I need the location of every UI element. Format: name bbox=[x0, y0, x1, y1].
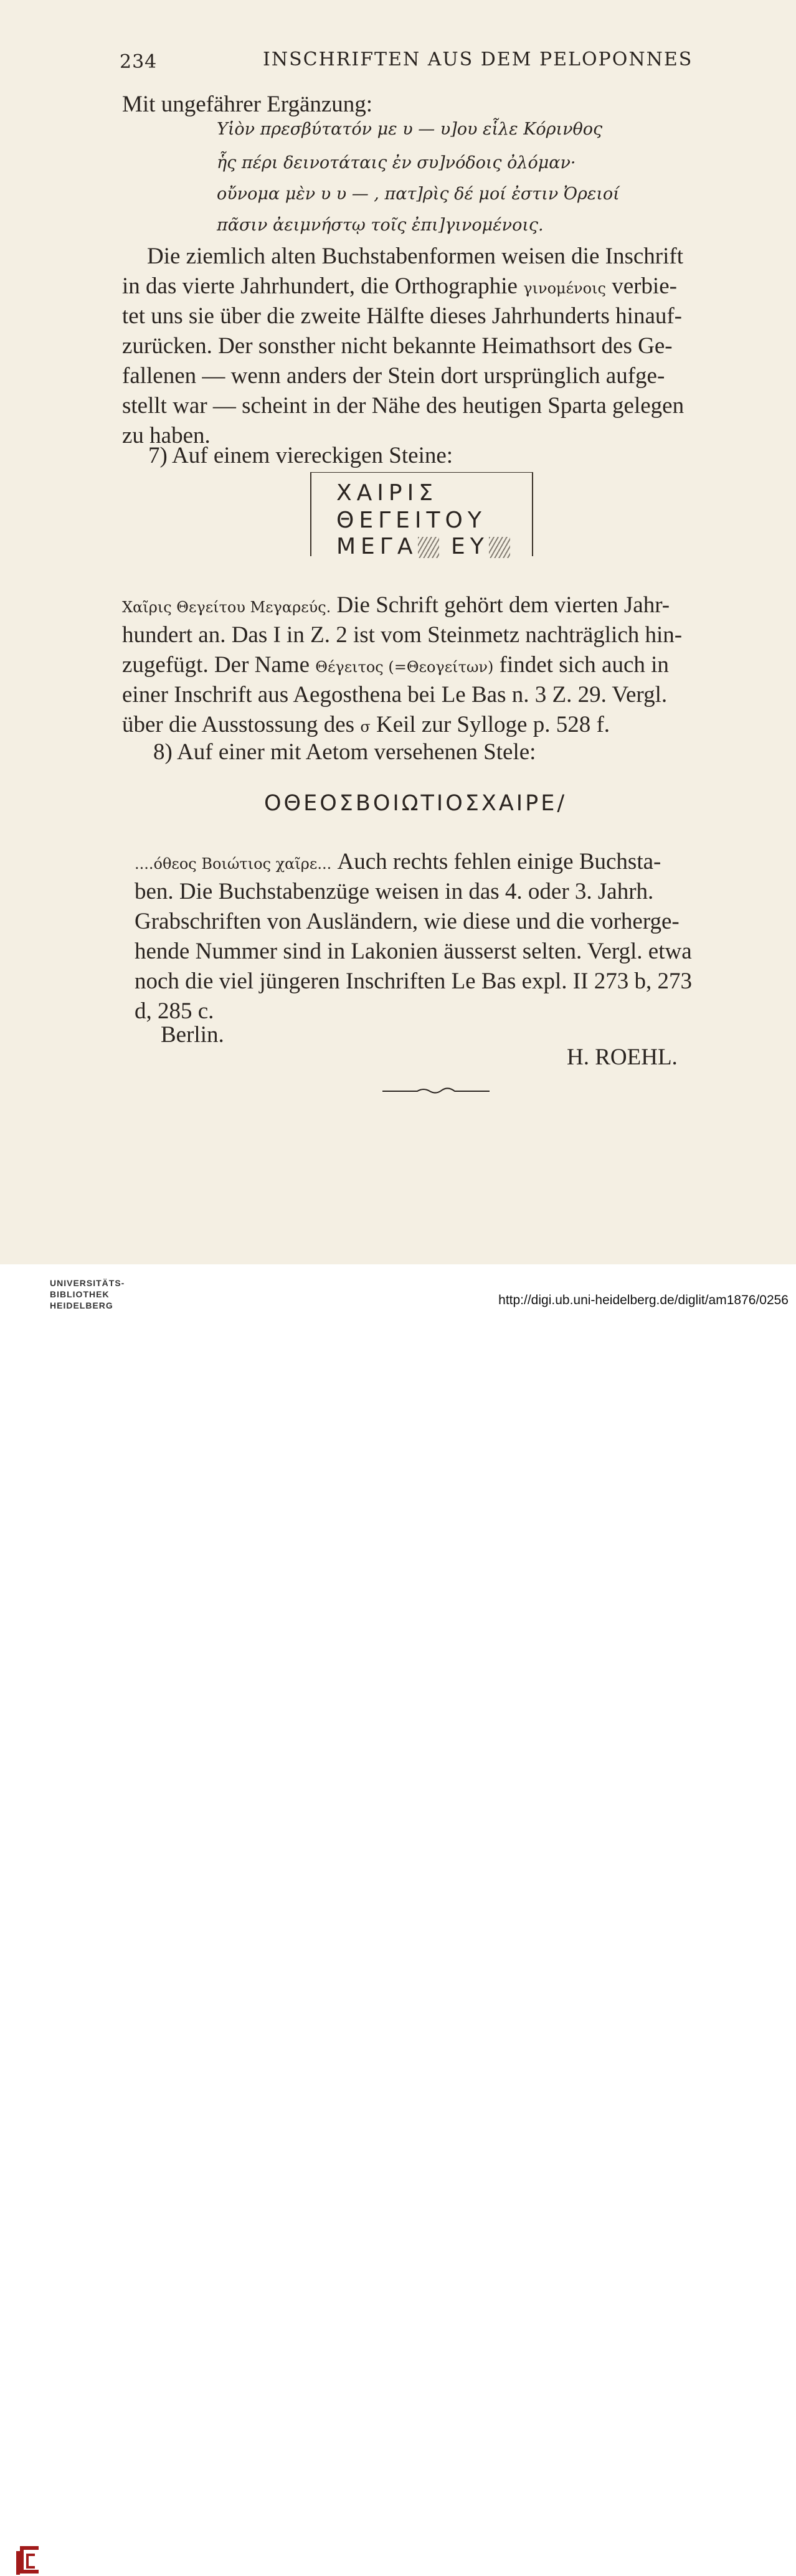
paragraph-line: fallenen — wenn anders der Stein dort ursprünglich aufge- bbox=[122, 363, 665, 389]
source-url-link[interactable]: http://digi.ub.uni-heidelberg.de/diglit/am1876/0256 bbox=[498, 1293, 789, 1307]
paragraph-text: verbie- bbox=[612, 273, 677, 299]
paragraph-line bbox=[135, 848, 661, 875]
damage-hatch-icon bbox=[489, 537, 510, 558]
place-line: Berlin. bbox=[161, 1022, 224, 1048]
paragraph-line: stellt war — scheint in der Nähe des heutigen Sparta gelegen bbox=[122, 393, 685, 419]
author-signature: H. ROEHL. bbox=[567, 1044, 678, 1070]
damage-hatch-icon bbox=[418, 537, 439, 558]
paragraph-line: Die ziemlich alten Buchstabenformen weisen die Inschrift bbox=[147, 244, 683, 269]
paragraph-line bbox=[122, 651, 669, 678]
library-name-line: UNIVERSITÄTS- bbox=[50, 1278, 125, 1288]
paragraph-line: ben. Die Buchstabenzüge weisen in das 4. oder 3. Jahrh. bbox=[135, 879, 654, 904]
paragraph-line: einer Inschrift aus Aegosthena bei Le Bas n. 3 Z. 29. Vergl. bbox=[122, 682, 668, 708]
inscription-line bbox=[336, 534, 510, 559]
item-7-heading: 7) Auf einem viereckigen Steine: bbox=[148, 443, 453, 468]
greek-phrase: Θέγειτος (=Θεογείτων) bbox=[315, 658, 494, 676]
paragraph-text: Auch rechts fehlen einige Buchsta- bbox=[337, 849, 661, 874]
paragraph-line bbox=[122, 592, 670, 618]
paragraph-text: in das vierte Jahrhundert, die Orthographie bbox=[122, 273, 518, 299]
paragraph-line: zurücken. Der sonsther nicht bekannte Heimathsort des Ge- bbox=[122, 333, 673, 359]
paragraph-line: d, 285 c. bbox=[135, 998, 214, 1024]
verse-line: οὔνομα μὲν υ υ — , πατ]ρὶς δέ μοί ἐστιν Ὀρειοί bbox=[217, 184, 620, 204]
paragraph-line: zu haben. bbox=[122, 423, 211, 448]
paragraph-line bbox=[122, 273, 677, 300]
paragraph-text: zugefügt. Der Name bbox=[122, 652, 310, 678]
library-name-line: HEIDELBERG bbox=[50, 1300, 113, 1310]
intro-line: Mit ungefährer Ergänzung: bbox=[122, 92, 373, 117]
greek-letter: σ bbox=[360, 718, 371, 736]
paragraph-line bbox=[122, 711, 610, 738]
item-8-heading: 8) Auf einer mit Aetom versehenen Stele: bbox=[153, 739, 536, 765]
scanned-page bbox=[0, 0, 796, 1264]
paragraph-line: tet uns sie über die zweite Hälfte dieses Jahrhunderts hinauf- bbox=[122, 303, 683, 329]
paragraph-line: Grabschriften von Ausländern, wie diese und die vorherge- bbox=[135, 909, 680, 934]
verse-line: πᾶσιν ἀειμνήστῳ τοῖς ἐπι]γινομένοις. bbox=[217, 215, 544, 235]
paragraph-line: hende Nummer sind in Lakonien äusserst selten. Vergl. etwa bbox=[135, 939, 692, 964]
ornament-divider-icon bbox=[380, 1082, 492, 1097]
library-name-line: BIBLIOTHEK bbox=[50, 1289, 110, 1299]
paragraph-text: Die Schrift gehört dem vierten Jahr- bbox=[336, 592, 670, 618]
running-title: INSCHRIFTEN AUS DEM PELOPONNES bbox=[263, 49, 693, 70]
verse-line: Υἱὸν πρεσβύτατόν με υ — υ]ου εἷλε Κόρινθος bbox=[217, 120, 603, 139]
library-logo-icon bbox=[14, 2542, 42, 2576]
inscription-8: ΟΘΕΟΣΒΟΙΩΤΙΟΣΧΑΙΡΕ/ bbox=[264, 791, 567, 816]
greek-word: γινομένοις bbox=[523, 280, 606, 297]
footer-bar bbox=[0, 1264, 796, 1321]
paragraph-line: noch die viel jüngeren Inschriften Le Bas expl. II 273 b, 273 bbox=[135, 968, 692, 994]
inscription-line: ΧΑΙΡΙΣ bbox=[336, 480, 438, 506]
greek-phrase: ....όθεος Βοιώτιος χαῖρε... bbox=[135, 855, 332, 873]
greek-phrase: Χαῖρις Θεγείτου Μεγαρεύς. bbox=[122, 599, 331, 616]
inscription-fragment: ΕΥ bbox=[450, 534, 489, 559]
inscription-line: ΘΕΓΕΙΤΟΥ bbox=[336, 508, 486, 533]
verse-line: ἧς πέρι δεινοτάταις ἐν συ]νόδοις ὀλόμαν· bbox=[217, 153, 576, 173]
paragraph-line: hundert an. Das Ι in Z. 2 ist vom Steinmetz nachträglich hin- bbox=[122, 622, 683, 648]
paragraph-text: findet sich auch in bbox=[499, 652, 669, 678]
paragraph-text: Keil zur Sylloge p. 528 f. bbox=[376, 712, 610, 737]
paragraph-text: über die Ausstossung des bbox=[122, 712, 355, 737]
inscription-7-box bbox=[310, 472, 533, 559]
inscription-fragment: ΜΕΓΑ bbox=[336, 534, 418, 559]
page-number: 234 bbox=[120, 51, 158, 73]
